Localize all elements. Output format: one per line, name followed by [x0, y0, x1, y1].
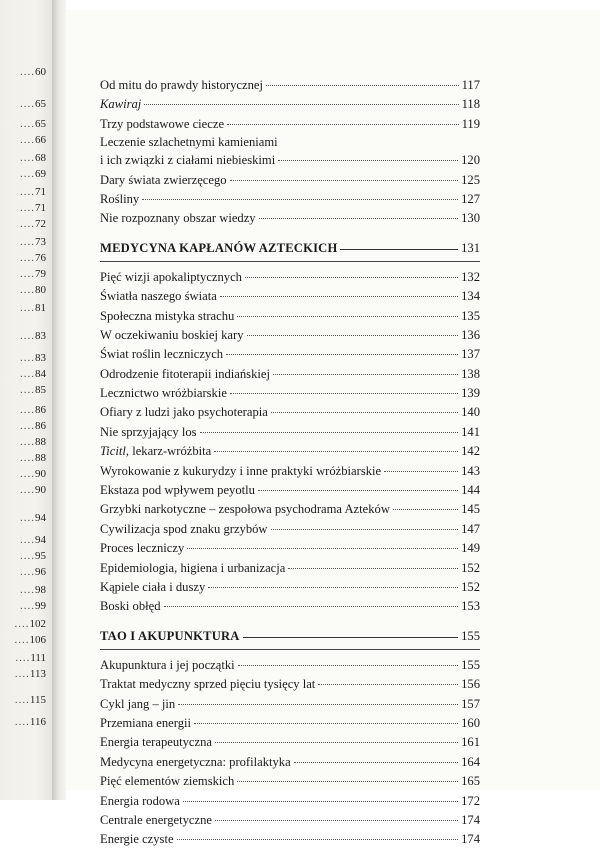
toc-entry	[100, 772, 480, 791]
leader-dots	[271, 529, 459, 530]
page-number: 72	[35, 218, 46, 230]
toc-entry	[100, 500, 480, 519]
toc-entry-title: Świat roślin leczniczych	[100, 347, 224, 362]
left-page-number	[20, 118, 46, 130]
toc-entry-title: Ofiary z ludzi jako psychoterapia	[100, 405, 268, 420]
page-number: 98	[35, 584, 46, 596]
left-page-number	[20, 302, 46, 314]
toc-entry	[100, 171, 480, 190]
toc-entry-title: Nie sprzyjający los	[100, 424, 197, 439]
leader-dots	[230, 180, 459, 181]
toc-page-number: 160	[461, 715, 480, 730]
toc-entry	[100, 95, 480, 114]
leader-dots	[177, 839, 459, 840]
left-page-number	[20, 330, 46, 342]
toc-page-number: 125	[461, 172, 480, 187]
left-page-number	[20, 566, 46, 578]
left-page-number	[20, 550, 46, 562]
page-number: 65	[35, 98, 46, 110]
toc-entry	[100, 287, 480, 306]
toc-page-number: 161	[461, 735, 480, 750]
toc-entry-title: Rośliny	[100, 191, 140, 206]
toc-page-number: 140	[461, 405, 480, 420]
toc-entry-title-rest: , lekarz-wróżbita	[125, 444, 212, 459]
page-number: 66	[35, 134, 46, 146]
left-page-number	[20, 134, 46, 146]
leader-dots: ....	[20, 368, 35, 380]
toc-entry-title: Cywilizacja spod znaku grzybów	[100, 521, 268, 536]
section-underline	[100, 649, 480, 650]
toc-page-number: 132	[461, 269, 480, 284]
toc-entry-title: Boski obłęd	[100, 599, 161, 614]
toc-entry	[100, 423, 480, 442]
leader-dots: ....	[20, 436, 35, 448]
section-rule	[243, 637, 459, 638]
page-number: 86	[35, 420, 46, 432]
toc-entry-title: Pięć elementów ziemskich	[100, 774, 235, 789]
left-page-number	[20, 186, 46, 198]
leader-dots	[144, 104, 458, 105]
toc-list	[100, 76, 480, 850]
leader-dots: ....	[20, 98, 35, 110]
page-number: 81	[35, 302, 46, 314]
leader-dots: ....	[20, 66, 35, 78]
toc-page-number: 144	[461, 483, 480, 498]
left-page-number	[20, 268, 46, 280]
toc-entry	[100, 714, 480, 733]
toc-entry	[100, 792, 480, 811]
leader-dots	[273, 374, 458, 375]
toc-entry-title: Od mitu do prawdy historycznej	[100, 78, 263, 92]
left-page-number	[20, 168, 46, 180]
toc-entry	[100, 151, 480, 170]
toc-entry-title: Odrodzenie fitoterapii indiańskiej	[100, 366, 270, 381]
left-page-number	[15, 694, 46, 706]
toc-page-number: 117	[461, 78, 480, 92]
section-underline	[100, 261, 480, 262]
leader-dots: ....	[20, 186, 35, 198]
toc-entry	[100, 365, 480, 384]
left-page-number	[20, 468, 46, 480]
toc-entry	[100, 597, 480, 616]
toc-entry	[100, 733, 480, 752]
page-number: 80	[35, 284, 46, 296]
page-number: 88	[35, 436, 46, 448]
left-page-number	[20, 152, 46, 164]
left-page-number	[20, 218, 46, 230]
toc-page-number: 119	[461, 116, 480, 131]
toc-entry	[100, 442, 480, 461]
left-page-number	[20, 352, 46, 364]
toc-entry-title: Dary świata zwierzęcego	[100, 172, 227, 187]
page-number: 90	[35, 468, 46, 480]
leader-dots: ....	[20, 268, 35, 280]
leader-dots	[238, 665, 458, 666]
left-page-number	[20, 436, 46, 448]
toc-page-number: 118	[461, 97, 480, 112]
page-number: 111	[30, 652, 46, 664]
toc-entry	[100, 115, 480, 134]
leader-dots: ....	[20, 534, 35, 546]
leader-dots: ....	[20, 236, 35, 248]
leader-dots	[258, 490, 458, 491]
toc-page-number: 152	[461, 560, 480, 575]
toc-entry-title: Epidemiologia, higiena i urbanizacja	[100, 560, 286, 575]
leader-dots	[278, 160, 458, 161]
toc-entry-title: i ich związki z ciałami niebieskimi	[100, 153, 276, 168]
left-page-number	[20, 584, 46, 596]
table-of-contents-page	[66, 10, 600, 847]
toc-page-number: 157	[461, 696, 480, 711]
toc-entry-title: Akupunktura i jej początki	[100, 657, 235, 672]
toc-entry	[100, 307, 480, 326]
toc-entry-title: Energia terapeutyczna	[100, 735, 212, 750]
page-number: 94	[35, 512, 46, 524]
left-page-number	[20, 404, 46, 416]
leader-dots	[187, 548, 458, 549]
leader-dots	[259, 218, 459, 219]
toc-page-number: 120	[461, 153, 480, 168]
page-number: 68	[35, 152, 46, 164]
leader-dots	[247, 335, 459, 336]
toc-entry	[100, 695, 480, 714]
page-number: 95	[35, 550, 46, 562]
leader-dots: ....	[20, 404, 35, 416]
leader-dots	[215, 742, 458, 743]
page-number: 83	[35, 352, 46, 364]
toc-page-number: 147	[461, 521, 480, 536]
toc-entry	[100, 656, 480, 675]
left-page-number	[15, 716, 46, 728]
toc-entry	[100, 520, 480, 539]
page-number: 85	[35, 384, 46, 396]
toc-entry	[100, 481, 480, 500]
toc-entry	[100, 134, 480, 151]
toc-entry	[100, 811, 480, 830]
toc-entry	[100, 345, 480, 364]
left-page-number	[20, 368, 46, 380]
leader-dots: ....	[15, 652, 31, 664]
page-number: 69	[35, 168, 46, 180]
left-page-number	[20, 284, 46, 296]
page-number: 71	[35, 202, 46, 214]
section-rule	[340, 249, 458, 250]
toc-entry-title: Wyrokowanie z kukurydzy i inne praktyki wróżbiarskie	[100, 463, 382, 478]
leader-dots: ....	[20, 550, 35, 562]
toc-page-number: 141	[461, 424, 480, 439]
page-number: 84	[35, 368, 46, 380]
toc-page-number: 134	[461, 289, 480, 304]
leader-dots: ....	[14, 668, 30, 680]
leader-dots	[237, 316, 458, 317]
toc-page-number: 137	[461, 347, 480, 362]
leader-dots: ....	[20, 584, 35, 596]
toc-entry-title: Leczenie szlachetnymi kamieniami	[100, 135, 278, 150]
leader-dots: ....	[20, 420, 35, 432]
toc-page-number: 135	[461, 308, 480, 323]
book-gutter	[52, 0, 66, 800]
toc-page-number: 130	[461, 211, 480, 226]
leader-dots: ....	[20, 152, 35, 164]
toc-entry-title	[100, 442, 211, 461]
toc-entry	[100, 559, 480, 578]
page-number: 106	[29, 634, 46, 646]
leader-dots: ....	[14, 618, 30, 630]
toc-page-number: 138	[461, 366, 480, 381]
leader-dots: ....	[20, 600, 35, 612]
leader-dots	[215, 820, 458, 821]
leader-dots: ....	[20, 218, 35, 230]
toc-entry	[100, 268, 480, 287]
leader-dots	[230, 393, 458, 394]
left-page-number	[20, 512, 46, 524]
page-number: 115	[29, 694, 46, 706]
toc-entry-title: Trzy podstawowe ciecze	[100, 116, 225, 131]
toc-entry-title: Społeczna mistyka strachu	[100, 308, 235, 323]
leader-dots	[220, 296, 458, 297]
toc-entry	[100, 190, 480, 209]
page-number: 79	[35, 268, 46, 280]
left-page-number	[15, 668, 46, 680]
leader-dots: ....	[20, 512, 35, 524]
toc-entry	[100, 403, 480, 422]
page-number: 94	[35, 534, 46, 546]
toc-page-number: 152	[461, 579, 480, 594]
toc-entry-title: Kąpiele ciała i duszy	[100, 579, 206, 594]
toc-entry	[100, 578, 480, 597]
leader-dots: ....	[14, 694, 30, 706]
page-number: 73	[35, 236, 46, 248]
left-page-number	[20, 236, 46, 248]
leader-dots: ....	[20, 452, 35, 464]
toc-page-number: 149	[461, 541, 480, 556]
toc-entry	[100, 384, 480, 403]
toc-page-number: 164	[461, 754, 480, 769]
toc-page-number: 156	[461, 677, 480, 692]
toc-entry-title: Nie rozpoznany obszar wiedzy	[100, 211, 256, 226]
toc-page-number: 172	[461, 793, 480, 808]
page-number: 90	[35, 484, 46, 496]
page-number: 113	[29, 668, 46, 680]
leader-dots: ....	[20, 484, 35, 496]
toc-entry-title: Medycyna energetyczna: profilaktyka	[100, 754, 291, 769]
leader-dots	[226, 354, 458, 355]
leader-dots	[266, 85, 459, 86]
toc-entry-title: Centrale energetyczne	[100, 812, 212, 827]
leader-dots: ....	[20, 352, 35, 364]
toc-entry-title: TAO I AKUPUNKTURA	[100, 628, 240, 643]
toc-section-heading	[100, 625, 480, 647]
toc-entry-title: Proces leczniczy	[100, 541, 185, 556]
leader-dots: ....	[14, 634, 30, 646]
leader-dots	[227, 124, 459, 125]
left-page-number	[20, 534, 46, 546]
page-number: 71	[35, 186, 46, 198]
toc-entry	[100, 462, 480, 481]
leader-dots: ....	[20, 384, 35, 396]
toc-entry	[100, 753, 480, 772]
toc-page-number: 145	[461, 502, 480, 517]
toc-entry	[100, 326, 480, 345]
page-number: 99	[35, 600, 46, 612]
toc-entry-title: MEDYCYNA KAPŁANÓW AZTECKICH	[100, 240, 338, 255]
page-number: 60	[35, 66, 46, 78]
leader-dots: ....	[20, 202, 35, 214]
toc-entry	[100, 76, 480, 95]
leader-dots: ....	[20, 330, 35, 342]
toc-page-number: 136	[461, 327, 480, 342]
toc-entry-title: Energia rodowa	[100, 793, 180, 808]
leader-dots	[164, 606, 459, 607]
toc-page-number: 155	[461, 628, 480, 643]
toc-entry	[100, 675, 480, 694]
leader-dots	[393, 509, 458, 510]
left-page-number	[15, 634, 47, 646]
leader-dots	[237, 781, 458, 782]
leader-dots	[245, 277, 458, 278]
toc-page-number: 131	[461, 240, 480, 255]
leader-dots: ....	[20, 252, 35, 264]
toc-page-number: 165	[461, 774, 480, 789]
left-page-number	[20, 66, 46, 78]
leader-dots: ....	[20, 118, 35, 130]
leader-dots	[200, 432, 459, 433]
left-page-number	[20, 452, 46, 464]
toc-entry-title: Cykl jang – jin	[100, 696, 176, 711]
toc-entry-title: Przemiana energii	[100, 715, 192, 730]
leader-dots	[194, 723, 458, 724]
leader-dots: ....	[20, 302, 35, 314]
leader-dots	[183, 801, 458, 802]
left-page-number	[15, 618, 47, 630]
toc-entry-title: Energie czyste	[100, 832, 174, 847]
leader-dots	[384, 471, 458, 472]
leader-dots: ....	[20, 134, 35, 146]
toc-entry-title: Światła naszego świata	[100, 289, 217, 304]
toc-entry	[100, 830, 480, 849]
toc-page-number: 174	[461, 812, 480, 827]
left-page-number	[15, 652, 46, 664]
leader-dots	[214, 451, 458, 452]
leader-dots: ....	[20, 566, 35, 578]
toc-page-number: 153	[461, 599, 480, 614]
left-page-number	[20, 384, 46, 396]
leader-dots	[142, 199, 458, 200]
toc-entry-title: Lecznictwo wróżbiarskie	[100, 386, 227, 401]
leader-dots: ....	[20, 284, 35, 296]
leader-dots	[208, 587, 458, 588]
toc-page-number: 127	[461, 191, 480, 206]
left-page-edge	[0, 0, 52, 800]
toc-page-number: 139	[461, 386, 480, 401]
page-number: 116	[29, 716, 46, 728]
page-number: 76	[35, 252, 46, 264]
toc-entry	[100, 209, 480, 228]
left-page-number	[20, 484, 46, 496]
toc-entry-title-italic: Ticitl	[100, 444, 126, 459]
toc-entry-title: Grzybki narkotyczne – zespołowa psychodrama Azteków	[100, 502, 390, 517]
toc-page-number: 155	[461, 657, 480, 672]
toc-entry-title: Ekstaza pod wpływem peyotlu	[100, 483, 255, 498]
page-number: 83	[35, 330, 46, 342]
toc-section-heading	[100, 237, 480, 259]
left-page-number	[20, 420, 46, 432]
toc-page-number: 143	[461, 463, 480, 478]
page-number: 88	[35, 452, 46, 464]
leader-dots	[318, 684, 458, 685]
toc-page-number: 142	[461, 444, 480, 459]
leader-dots: ....	[20, 468, 35, 480]
leader-dots	[288, 568, 458, 569]
toc-entry	[100, 539, 480, 558]
left-page-number	[20, 252, 46, 264]
toc-entry-title: Pięć wizji apokaliptycznych	[100, 269, 242, 284]
left-page-number	[20, 600, 46, 612]
page-number: 102	[29, 618, 46, 630]
leader-dots: ....	[14, 716, 30, 728]
toc-page-number: 174	[461, 832, 480, 847]
left-page-number	[20, 202, 46, 214]
toc-entry-title: W oczekiwaniu boskiej kary	[100, 327, 244, 342]
page-number: 65	[35, 118, 46, 130]
leader-dots	[271, 412, 458, 413]
toc-entry-title: Kawiraj	[100, 97, 142, 112]
page-number: 96	[35, 566, 46, 578]
page-number: 86	[35, 404, 46, 416]
left-page-number	[20, 98, 46, 110]
leader-dots: ....	[20, 168, 35, 180]
toc-entry-title: Traktat medyczny sprzed pięciu tysięcy lat	[100, 677, 316, 692]
leader-dots	[294, 762, 458, 763]
leader-dots	[178, 704, 458, 705]
